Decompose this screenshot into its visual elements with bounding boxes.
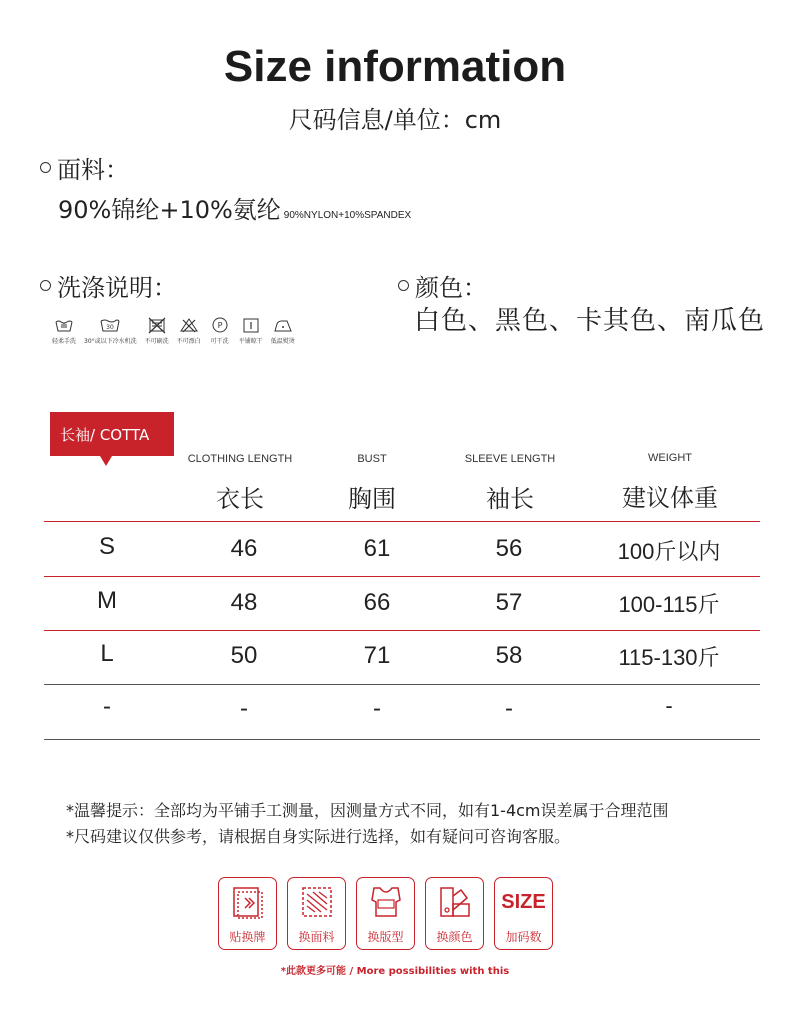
fabric-heading <box>40 150 129 185</box>
colors-heading <box>398 268 487 303</box>
table-cell: 100-115斤 <box>618 592 720 617</box>
machine-wash-30-icon <box>99 316 121 334</box>
table-cell: - <box>240 695 248 722</box>
care-label: 洗涤说明： <box>57 274 177 302</box>
color-swatch-icon <box>435 884 475 920</box>
note-size-advice: *尺码建议仅供参考，请根据自身实际进行选择，如有疑问可咨询客服。 <box>66 827 571 846</box>
table-cell: - <box>505 695 513 722</box>
table-cell-size: L <box>100 640 114 667</box>
service-fabric-button[interactable]: 换面料 <box>287 877 346 950</box>
row-divider <box>44 739 760 740</box>
column-header: WEIGHT 建议体重 <box>622 452 718 512</box>
tag-pointer <box>100 456 112 466</box>
column-header: BUST 胸围 <box>348 453 396 513</box>
service-label-button[interactable]: 贴换牌 <box>218 877 277 950</box>
table-cell: 71 <box>363 642 391 669</box>
table-cell-size: M <box>97 587 117 614</box>
table-cell: - <box>373 695 381 722</box>
low-iron-icon <box>272 316 294 334</box>
service-pattern-button[interactable]: 换版型 <box>356 877 415 950</box>
fabric-composition <box>58 190 411 225</box>
table-cell: - <box>665 693 673 718</box>
page-subtitle: 尺码信息/单位：cm <box>288 106 502 134</box>
fabric-label: 面料： <box>57 156 129 184</box>
bullet-circle-icon <box>398 280 409 291</box>
table-cell: 58 <box>495 642 523 669</box>
column-header: CLOTHING LENGTH 衣长 <box>187 453 293 513</box>
product-tag: 长袖/ COTTA <box>50 412 174 456</box>
flat-dry-icon <box>240 316 262 334</box>
fabric-swatch-icon <box>297 884 337 920</box>
table-cell-size: S <box>98 533 115 560</box>
table-cell-size: - <box>103 693 111 720</box>
care-item: 不可漂白 <box>177 316 201 345</box>
garment-pattern-icon <box>366 884 406 920</box>
table-cell: 50 <box>230 642 258 669</box>
note-measurement: *温馨提示：全部均为平铺手工测量，因测量方式不同，如有1-4cm误差属于合理范围 <box>66 801 669 820</box>
column-header: SLEEVE LENGTH 袖长 <box>464 453 556 513</box>
care-heading <box>40 268 177 303</box>
hand-wash-icon <box>53 316 75 334</box>
service-size-button[interactable]: SIZE 加码数 <box>494 877 553 950</box>
table-cell: 115-130斤 <box>618 645 720 670</box>
row-divider <box>44 576 760 577</box>
service-options <box>218 877 563 950</box>
table-cell: 61 <box>363 535 391 562</box>
page-title: Size information <box>223 42 567 91</box>
table-cell: 100斤以内 <box>617 539 721 564</box>
care-item: 不可刷洗 <box>145 316 169 345</box>
care-item: 低温熨烫 <box>271 316 295 345</box>
label-tag-icon <box>228 884 268 920</box>
fabric-value: 90%锦纶+10%氨纶 <box>58 196 281 224</box>
footer-note: *此款更多可能 / More possibilities with this <box>280 966 510 977</box>
table-cell: 57 <box>495 589 523 616</box>
table-cell: 46 <box>230 535 258 562</box>
row-divider <box>44 521 760 522</box>
care-item: 30 30°或以下冷水机洗 <box>84 316 137 345</box>
size-icon: SIZE <box>501 890 546 913</box>
table-cell: 56 <box>495 535 523 562</box>
fabric-value-en: 90%NYLON+10%SPANDEX <box>283 210 412 221</box>
care-item: 轻柔手洗 <box>52 316 76 345</box>
no-bleach-icon <box>178 316 200 334</box>
row-divider <box>44 684 760 685</box>
table-cell: 48 <box>230 589 258 616</box>
colors-value: 白色、黑色、卡其色、南瓜色 <box>414 306 766 336</box>
care-item: P 可干洗 <box>209 316 231 345</box>
table-cell: 66 <box>363 589 391 616</box>
colors-label: 颜色： <box>415 274 487 302</box>
svg-text:P: P <box>217 321 223 330</box>
row-divider <box>44 630 760 631</box>
service-color-button[interactable]: 换颜色 <box>425 877 484 950</box>
bullet-circle-icon <box>40 162 51 173</box>
no-brush-icon <box>146 316 168 334</box>
svg-text:30: 30 <box>106 324 115 331</box>
dry-clean-p-icon <box>209 316 231 334</box>
care-item: 平铺晾干 <box>239 316 263 345</box>
care-symbols <box>52 316 303 345</box>
bullet-circle-icon <box>40 280 51 291</box>
